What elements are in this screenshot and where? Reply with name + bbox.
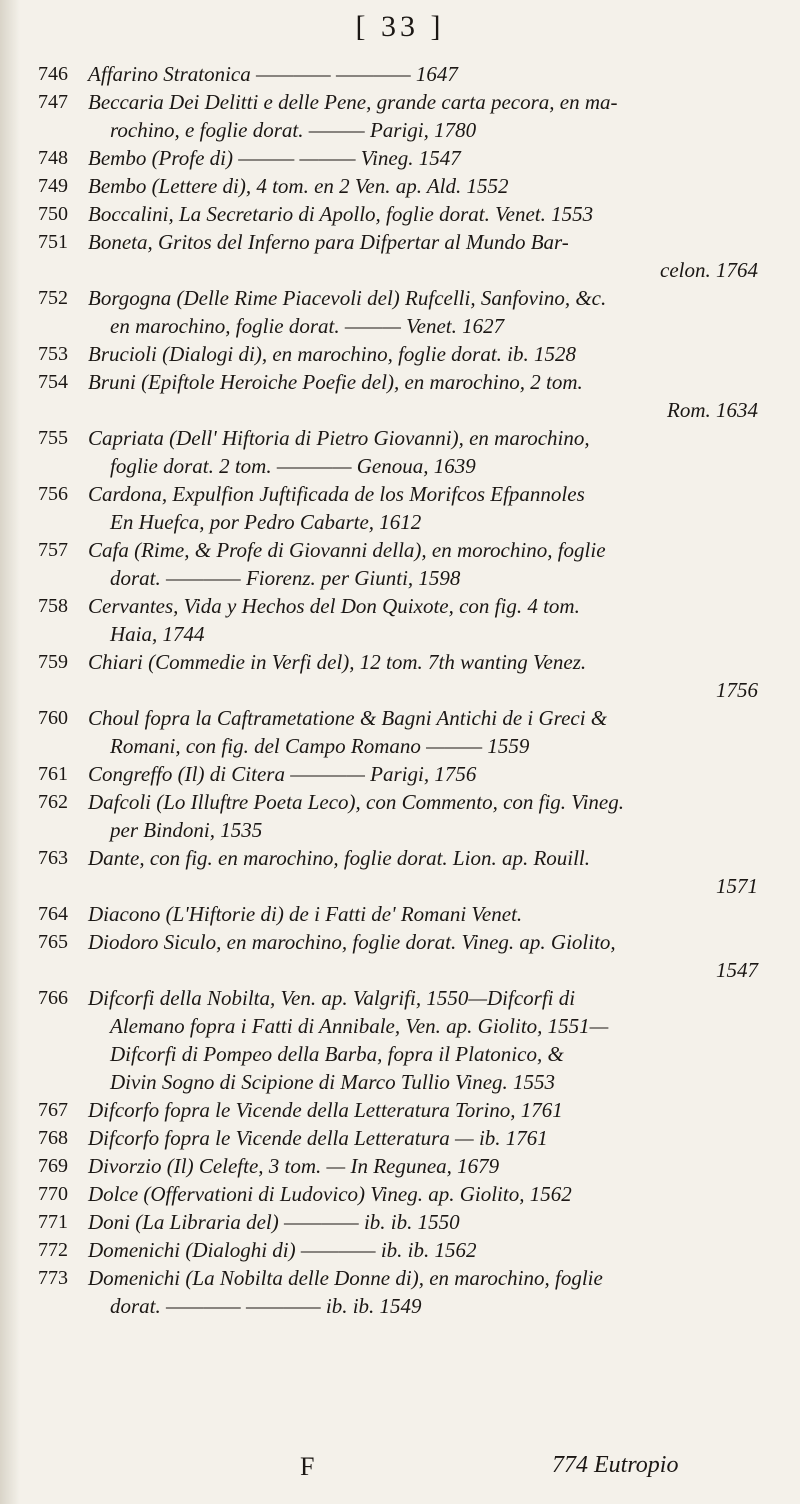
entry-line: Diodoro Siculo, en marochino, foglie dorat. Vineg. ap. Giolito, <box>88 930 616 954</box>
entry-number: 751 <box>38 231 68 253</box>
entry-line: Chiari (Commedie in Verfi del), 12 tom. 7th wanting Venez. <box>88 650 587 674</box>
entry-line: en marochino, foglie dorat. ——— Venet. 1627 <box>110 314 505 338</box>
entry-number: 756 <box>38 483 68 505</box>
entry-number: 755 <box>38 427 68 449</box>
entry-line: Doni (La Libraria del) ———— ib. ib. 1550 <box>88 1210 460 1234</box>
catalog-entry <box>38 284 758 340</box>
entry-line: Haia, 1744 <box>110 622 205 646</box>
catalog-entry <box>38 1264 758 1320</box>
entry-line: Bruni (Epiftole Heroiche Poefie del), en marochino, 2 tom. <box>88 370 583 394</box>
entry-line: Choul fopra la Caftrametatione & Bagni Antichi de i Greci & <box>88 706 608 730</box>
entry-number: 762 <box>38 791 68 813</box>
entry-line: dorat. ———— Fiorenz. per Giunti, 1598 <box>110 566 461 590</box>
entry-number: 764 <box>38 903 68 925</box>
entry-number: 754 <box>38 371 68 393</box>
entry-line: Dante, con fig. en marochino, foglie dorat. Lion. ap. Rouill. <box>88 846 591 870</box>
entry-line: Difcorfo fopra le Vicende della Letteratura Torino, 1761 <box>88 1098 563 1122</box>
entry-line: Rom. 1634 <box>667 398 758 422</box>
entry-line: Alemano fopra i Fatti di Annibale, Ven. ap. Giolito, 1551— <box>110 1014 609 1038</box>
catalog-entry <box>38 1180 758 1208</box>
page-number: [ 33 ] <box>355 10 445 43</box>
entry-number: 761 <box>38 763 68 785</box>
entry-line: En Huefca, por Pedro Cabarte, 1612 <box>110 510 422 534</box>
catalog-entry <box>38 1152 758 1180</box>
entry-line: Domenichi (La Nobilta delle Donne di), en marochino, foglie <box>88 1266 603 1290</box>
catalog-entry <box>38 844 758 900</box>
signature-mark: F <box>300 1452 315 1481</box>
entry-number: 749 <box>38 175 68 197</box>
catalog-entry <box>38 928 758 984</box>
catalog-list <box>38 60 758 1320</box>
entry-line: Dafcoli (Lo Illuftre Poeta Leco), con Commento, con fig. Vineg. <box>88 790 624 814</box>
catalog-entry <box>38 228 758 284</box>
entry-line: Brucioli (Dialogi di), en marochino, foglie dorat. ib. 1528 <box>88 342 577 366</box>
entry-line: 1571 <box>716 874 758 898</box>
entry-number: 773 <box>38 1267 68 1289</box>
entry-number: 763 <box>38 847 68 869</box>
entry-number: 760 <box>38 707 68 729</box>
entry-number: 750 <box>38 203 68 225</box>
entry-number: 766 <box>38 987 68 1009</box>
catalog-entry <box>38 900 758 928</box>
entry-line: dorat. ———— ———— ib. ib. 1549 <box>110 1294 422 1318</box>
catalog-entry <box>38 200 758 228</box>
entry-line: rochino, e foglie dorat. ——— Parigi, 1780 <box>110 118 477 142</box>
entry-line: Cardona, Expulfion Juftificada de los Morifcos Efpannoles <box>88 482 585 506</box>
entry-number: 747 <box>38 91 68 113</box>
catalog-entry <box>38 704 758 760</box>
catalog-entry <box>38 60 758 88</box>
entry-number: 765 <box>38 931 68 953</box>
entry-number: 759 <box>38 651 68 673</box>
entry-line: Divorzio (Il) Celefte, 3 tom. — In Regunea, 1679 <box>88 1154 500 1178</box>
entry-number: 752 <box>38 287 68 309</box>
entry-number: 757 <box>38 539 68 561</box>
catalog-entry <box>38 760 758 788</box>
catalog-entry <box>38 144 758 172</box>
entry-number: 746 <box>38 63 68 85</box>
entry-line: Bembo (Lettere di), 4 tom. en 2 Ven. ap. Ald. 1552 <box>88 174 509 198</box>
catalog-entry <box>38 788 758 844</box>
entry-number: 769 <box>38 1155 68 1177</box>
catchword: 774 Eutropio <box>552 1452 679 1478</box>
catalog-entry <box>38 88 758 144</box>
entry-line: 1756 <box>716 678 758 702</box>
entry-line: Difcorfi della Nobilta, Ven. ap. Valgrifi, 1550—Difcorfi di <box>88 986 576 1010</box>
entry-line: Divin Sogno di Scipione di Marco Tullio Vineg. 1553 <box>110 1070 556 1094</box>
catalog-entry <box>38 368 758 424</box>
entry-line: Borgogna (Delle Rime Piacevoli del) Rufcelli, Sanfovino, &c. <box>88 286 607 310</box>
entry-line: Boneta, Gritos del Inferno para Difpertar al Mundo Bar- <box>88 230 569 254</box>
entry-line: celon. 1764 <box>660 258 758 282</box>
catalog-entry <box>38 424 758 480</box>
catalog-entry <box>38 1236 758 1264</box>
entry-line: Beccaria Dei Delitti e delle Pene, grande carta pecora, en ma- <box>88 90 618 114</box>
entry-line: Difcorfo fopra le Vicende della Letteratura — ib. 1761 <box>88 1126 548 1150</box>
entry-line: Boccalini, La Secretario di Apollo, foglie dorat. Venet. 1553 <box>88 202 594 226</box>
entry-line: foglie dorat. 2 tom. ———— Genoua, 1639 <box>110 454 476 478</box>
entry-number: 748 <box>38 147 68 169</box>
entry-number: 772 <box>38 1239 68 1261</box>
entry-number: 768 <box>38 1127 68 1149</box>
entry-line: Diacono (L'Hiftorie di) de i Fatti de' Romani Venet. <box>88 902 523 926</box>
entry-line: 1547 <box>716 958 758 982</box>
entry-number: 758 <box>38 595 68 617</box>
entry-number: 753 <box>38 343 68 365</box>
catalog-entry <box>38 172 758 200</box>
entry-line: Cafa (Rime, & Profe di Giovanni della), en morochino, foglie <box>88 538 606 562</box>
entry-line: Bembo (Profe di) ——— ——— Vineg. 1547 <box>88 146 461 170</box>
entry-line: Difcorfi di Pompeo della Barba, fopra il Platonico, & <box>110 1042 564 1066</box>
entry-number: 770 <box>38 1183 68 1205</box>
entry-line: Dolce (Offervationi di Ludovico) Vineg. ap. Giolito, 1562 <box>88 1182 572 1206</box>
entry-line: Romani, con fig. del Campo Romano ——— 1559 <box>110 734 530 758</box>
catalog-entry <box>38 1096 758 1124</box>
entry-line: Capriata (Dell' Hiftoria di Pietro Giovanni), en marochino, <box>88 426 590 450</box>
catalog-entry <box>38 340 758 368</box>
entry-line: Domenichi (Dialoghi di) ———— ib. ib. 1562 <box>88 1238 477 1262</box>
catalog-entry <box>38 536 758 592</box>
entry-line: Cervantes, Vida y Hechos del Don Quixote, con fig. 4 tom. <box>88 594 580 618</box>
catalog-entry <box>38 480 758 536</box>
entry-number: 771 <box>38 1211 68 1233</box>
entry-line: Affarino Stratonica ———— ———— 1647 <box>88 62 458 86</box>
catalog-entry <box>38 592 758 648</box>
catalog-entry <box>38 1124 758 1152</box>
catalog-entry <box>38 984 758 1096</box>
entry-number: 767 <box>38 1099 68 1121</box>
catalog-entry <box>38 1208 758 1236</box>
entry-line: per Bindoni, 1535 <box>110 818 263 842</box>
catalog-entry <box>38 648 758 704</box>
entry-line: Congreffo (Il) di Citera ———— Parigi, 1756 <box>88 762 477 786</box>
page-binding-shadow <box>0 0 20 1504</box>
